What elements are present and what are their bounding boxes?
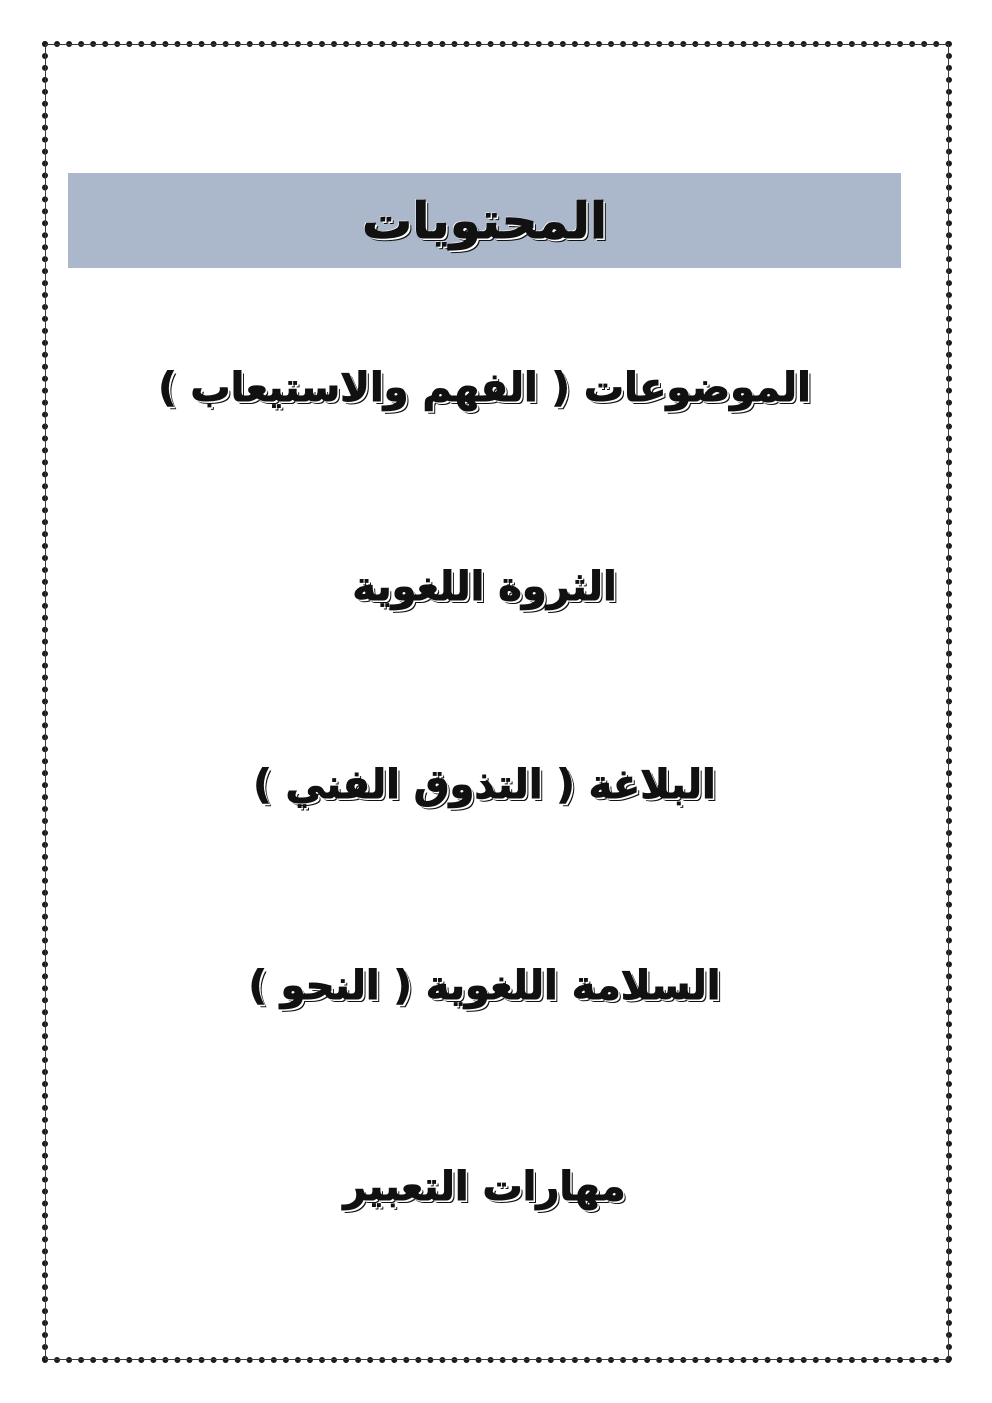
page-title: المحتويات <box>361 191 608 250</box>
contents-entry-vocabulary: الثروة اللغوية <box>352 564 617 610</box>
contents-entry-grammar: السلامة اللغوية ( النحو ) <box>248 963 721 1009</box>
contents-entry-comprehension: الموضوعات ( الفهم والاستيعاب ) <box>158 365 811 411</box>
title-band <box>68 173 901 268</box>
contents-entry-rhetoric: البلاغة ( التذوق الفني ) <box>253 762 716 808</box>
contents-entry-expression: مهارات التعبير <box>343 1164 626 1210</box>
